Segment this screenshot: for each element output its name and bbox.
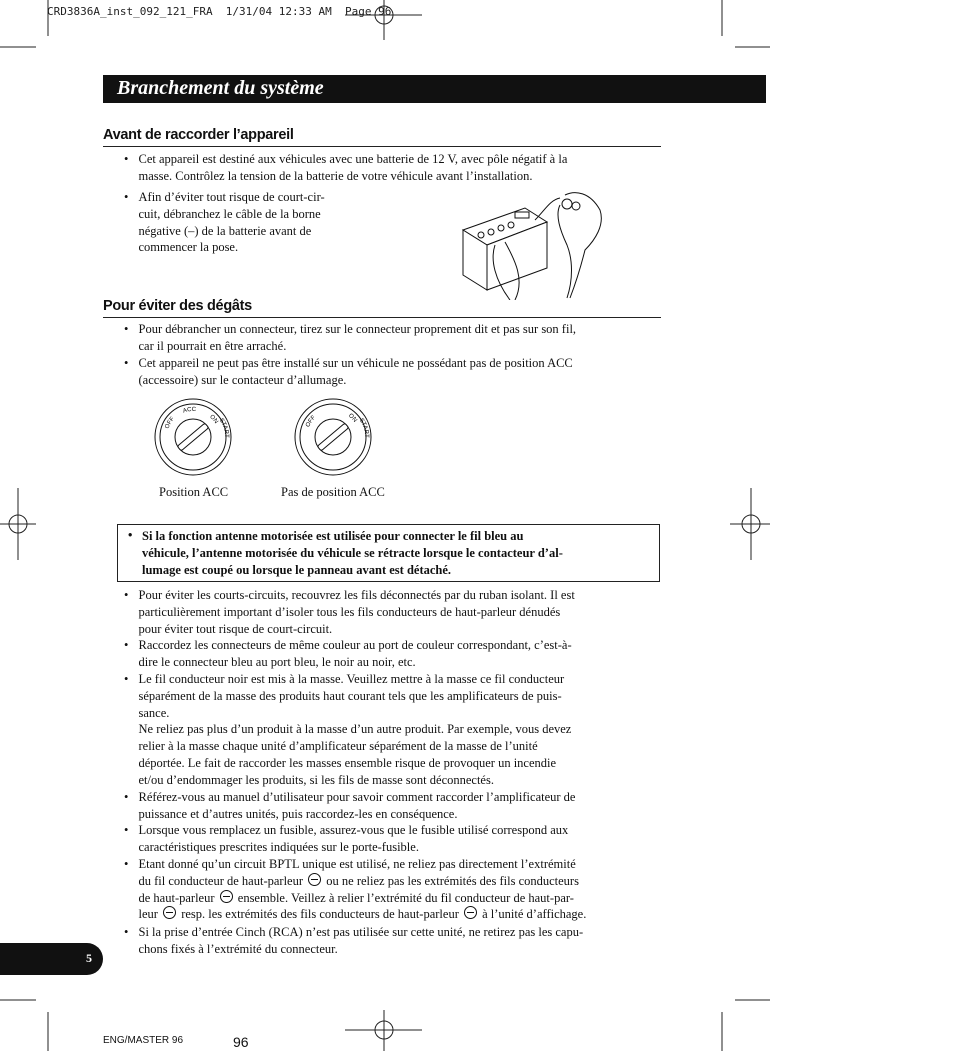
print-slug: CRD3836A_inst_092_121_FRA 1/31/04 12:33 AM Page 96 — [47, 5, 392, 18]
footer-label: ENG/MASTER 96 — [103, 1035, 184, 1046]
ignition-switch-no-acc — [293, 397, 373, 477]
speaker-minus-icon — [163, 906, 176, 919]
section-rule — [103, 146, 661, 147]
section-rule — [103, 317, 661, 318]
page-title: Branchement du système — [117, 77, 324, 99]
speaker-minus-icon — [220, 890, 233, 903]
warning-box: • Si la fonction antenne motorisée est utilisée pour connecter le fil bleu au véhicule, l’antenne motorisée du véhicule se rétracte lorsque le contacteur d’al- lumage est coupé ou lorsque le panneau avant est détaché. — [117, 524, 660, 582]
section-heading-avoid-damage: Pour éviter des dégâts — [103, 298, 252, 314]
svg-text:OFF: OFF — [305, 414, 318, 429]
svg-text:OFF: OFF — [164, 416, 176, 430]
svg-text:START: START — [357, 417, 370, 438]
footer-page-number: 96 — [233, 1034, 249, 1050]
section-heading-before-connecting: Avant de raccorder l’appareil — [103, 127, 294, 143]
page-number-tab: 5 — [0, 943, 103, 975]
svg-text:START: START — [217, 417, 230, 438]
svg-text:ON: ON — [208, 414, 219, 425]
ignition-switch-acc — [153, 397, 233, 477]
caption-no-acc: Pas de position ACC — [281, 485, 385, 499]
svg-text:ON: ON — [347, 412, 358, 424]
chapter-title-bar — [103, 75, 766, 103]
caption-position-acc: Position ACC — [159, 485, 229, 499]
battery-disconnect-illustration — [455, 190, 610, 300]
speaker-minus-icon — [464, 906, 477, 919]
speaker-minus-icon — [308, 873, 321, 886]
svg-text:ACC: ACC — [182, 406, 197, 415]
